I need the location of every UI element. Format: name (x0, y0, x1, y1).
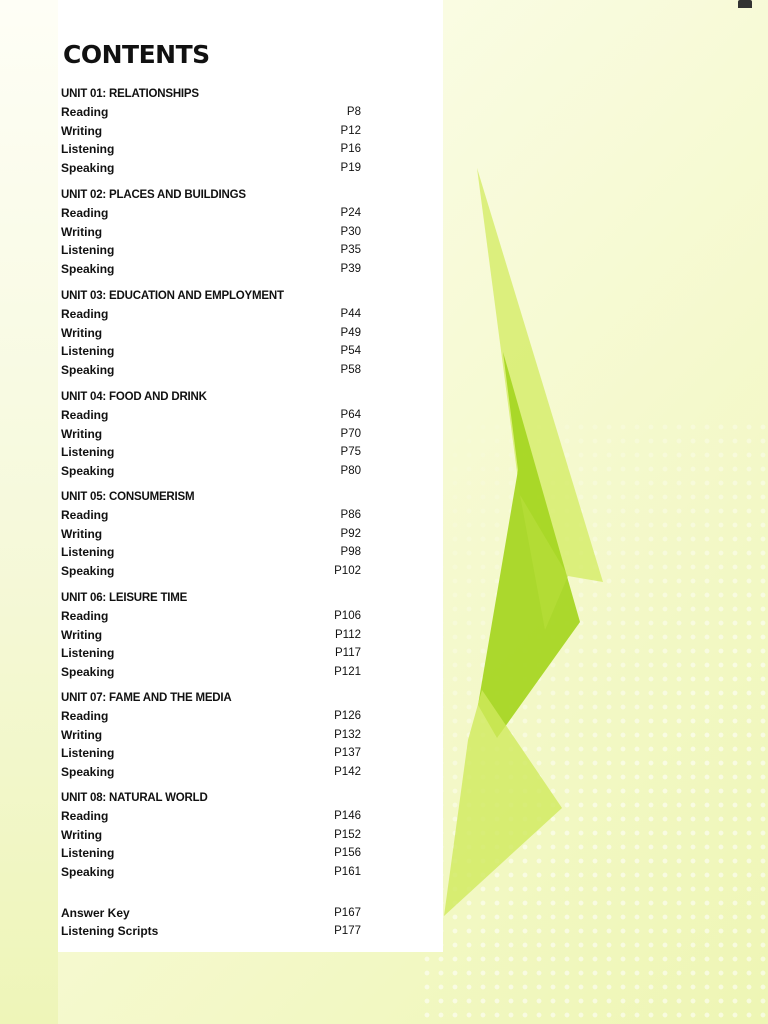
page-number: P117 (334, 647, 361, 659)
unit-06 (61, 589, 371, 681)
toc-row-listening-scripts[interactable] (61, 922, 371, 940)
section-label: Writing (61, 827, 103, 842)
section-label: Speaking (61, 160, 115, 175)
toc-row[interactable] (61, 707, 371, 726)
page-number: P30 (340, 225, 361, 238)
page-number: P102 (334, 564, 361, 577)
section-label: Reading (61, 508, 109, 522)
page-title: CONTENTS (63, 40, 210, 69)
section-label: Listening (61, 445, 115, 459)
section-label: Speaking (61, 261, 115, 276)
page-number: P19 (340, 161, 361, 174)
page-number: P58 (340, 363, 361, 376)
page-number: P161 (334, 865, 361, 878)
page-number: P35 (340, 244, 361, 256)
page-number: P39 (340, 262, 361, 275)
unit-title: UNIT 05: CONSUMERISM (61, 491, 195, 503)
toc-row-answer-key[interactable] (61, 904, 371, 922)
unit-title: UNIT 06: LEISURE TIME (61, 592, 188, 604)
section-label: Speaking (61, 664, 115, 679)
toc-row[interactable] (61, 663, 371, 682)
page-number: P80 (340, 464, 361, 477)
unit-title: UNIT 03: EDUCATION AND EMPLOYMENT (61, 290, 284, 302)
unit-title: UNIT 02: PLACES AND BUILDINGS (61, 189, 246, 201)
section-label: Listening (61, 243, 115, 257)
section-label: Reading (61, 709, 109, 723)
toc-row[interactable] (61, 726, 371, 745)
page-number: P12 (340, 124, 361, 137)
section-label: Reading (61, 609, 109, 623)
toc-row[interactable] (61, 140, 371, 159)
section-label: Writing (61, 526, 103, 541)
toc-row[interactable] (61, 626, 371, 645)
unit-02 (61, 186, 371, 278)
section-label: Speaking (61, 864, 115, 879)
page-number: P132 (334, 728, 361, 741)
page-number: P64 (340, 409, 361, 421)
toc-row[interactable] (61, 443, 371, 462)
appendix-list (61, 904, 371, 940)
page-number: P92 (340, 527, 361, 540)
toc-row[interactable] (61, 462, 371, 481)
green-shard-lower (444, 690, 562, 916)
toc-row[interactable] (61, 844, 371, 863)
page-number: P16 (340, 143, 361, 155)
section-label: Listening Scripts (61, 924, 159, 938)
toc-row[interactable] (61, 122, 371, 141)
page-number: P8 (346, 106, 361, 118)
page-number: P137 (334, 747, 361, 759)
page-number: P112 (334, 628, 361, 641)
section-label: Reading (61, 307, 109, 321)
section-label: Listening (61, 746, 115, 760)
section-label: Reading (61, 105, 109, 119)
section-label: Listening (61, 846, 115, 860)
toc-row[interactable] (61, 204, 371, 223)
section-label: Writing (61, 627, 103, 642)
section-label: Listening (61, 344, 115, 358)
toc-row[interactable] (61, 506, 371, 525)
unit-07 (61, 689, 371, 781)
unit-title: UNIT 01: RELATIONSHIPS (61, 88, 199, 100)
toc-row[interactable] (61, 103, 371, 122)
toc-row[interactable] (61, 241, 371, 260)
unit-title: UNIT 07: FAME AND THE MEDIA (61, 692, 232, 704)
toc-row[interactable] (61, 260, 371, 279)
toc-row[interactable] (61, 863, 371, 882)
toc-row[interactable] (61, 763, 371, 782)
toc-row[interactable] (61, 361, 371, 380)
section-label: Speaking (61, 764, 115, 779)
page-number: P146 (334, 810, 361, 822)
section-label: Listening (61, 646, 115, 660)
toc-row[interactable] (61, 543, 371, 562)
section-label: Writing (61, 426, 103, 441)
section-label: Writing (61, 224, 103, 239)
page-number: P142 (334, 765, 361, 778)
section-label: Writing (61, 123, 103, 138)
toc-row[interactable] (61, 807, 371, 826)
section-label: Speaking (61, 362, 115, 377)
page-number: P49 (340, 326, 361, 339)
toc-row[interactable] (61, 644, 371, 663)
unit-04 (61, 388, 371, 480)
toc-row[interactable] (61, 324, 371, 343)
page-number: P121 (334, 665, 361, 678)
section-label: Reading (61, 408, 109, 422)
toc-row[interactable] (61, 562, 371, 581)
page-number: P167 (334, 907, 361, 919)
page-number: P156 (334, 847, 361, 859)
page-number: P54 (340, 345, 361, 357)
page-number: P75 (340, 446, 361, 458)
unit-05 (61, 488, 371, 580)
unit-title: UNIT 04: FOOD AND DRINK (61, 391, 207, 403)
unit-03 (61, 287, 371, 379)
page-number: P126 (334, 710, 361, 722)
section-label: Writing (61, 727, 103, 742)
toc-row[interactable] (61, 826, 371, 845)
page-number: P70 (340, 427, 361, 440)
page-number: P177 (334, 925, 361, 937)
page-number: P44 (340, 308, 361, 320)
toc-row[interactable] (61, 305, 371, 324)
toc-row[interactable] (61, 525, 371, 544)
section-label: Writing (61, 325, 103, 340)
page-number: P86 (340, 509, 361, 521)
unit-title: UNIT 08: NATURAL WORLD (61, 792, 208, 804)
section-label: Speaking (61, 463, 115, 478)
corner-mark (738, 0, 752, 8)
toc-row[interactable] (61, 406, 371, 425)
section-label: Reading (61, 206, 109, 220)
unit-08 (61, 789, 371, 881)
unit-01 (61, 85, 371, 177)
section-label: Listening (61, 142, 115, 156)
section-label: Speaking (61, 563, 115, 578)
section-label: Reading (61, 809, 109, 823)
toc-row[interactable] (61, 425, 371, 444)
toc-row[interactable] (61, 342, 371, 361)
page-number: P24 (340, 207, 361, 219)
page-number: P106 (334, 610, 361, 622)
page-number: P152 (334, 828, 361, 841)
page-number: P98 (340, 546, 361, 558)
section-label: Answer Key (61, 906, 130, 920)
toc-row[interactable] (61, 607, 371, 626)
toc-row[interactable] (61, 744, 371, 763)
toc-row[interactable] (61, 159, 371, 178)
toc-row[interactable] (61, 223, 371, 242)
section-label: Listening (61, 545, 115, 559)
